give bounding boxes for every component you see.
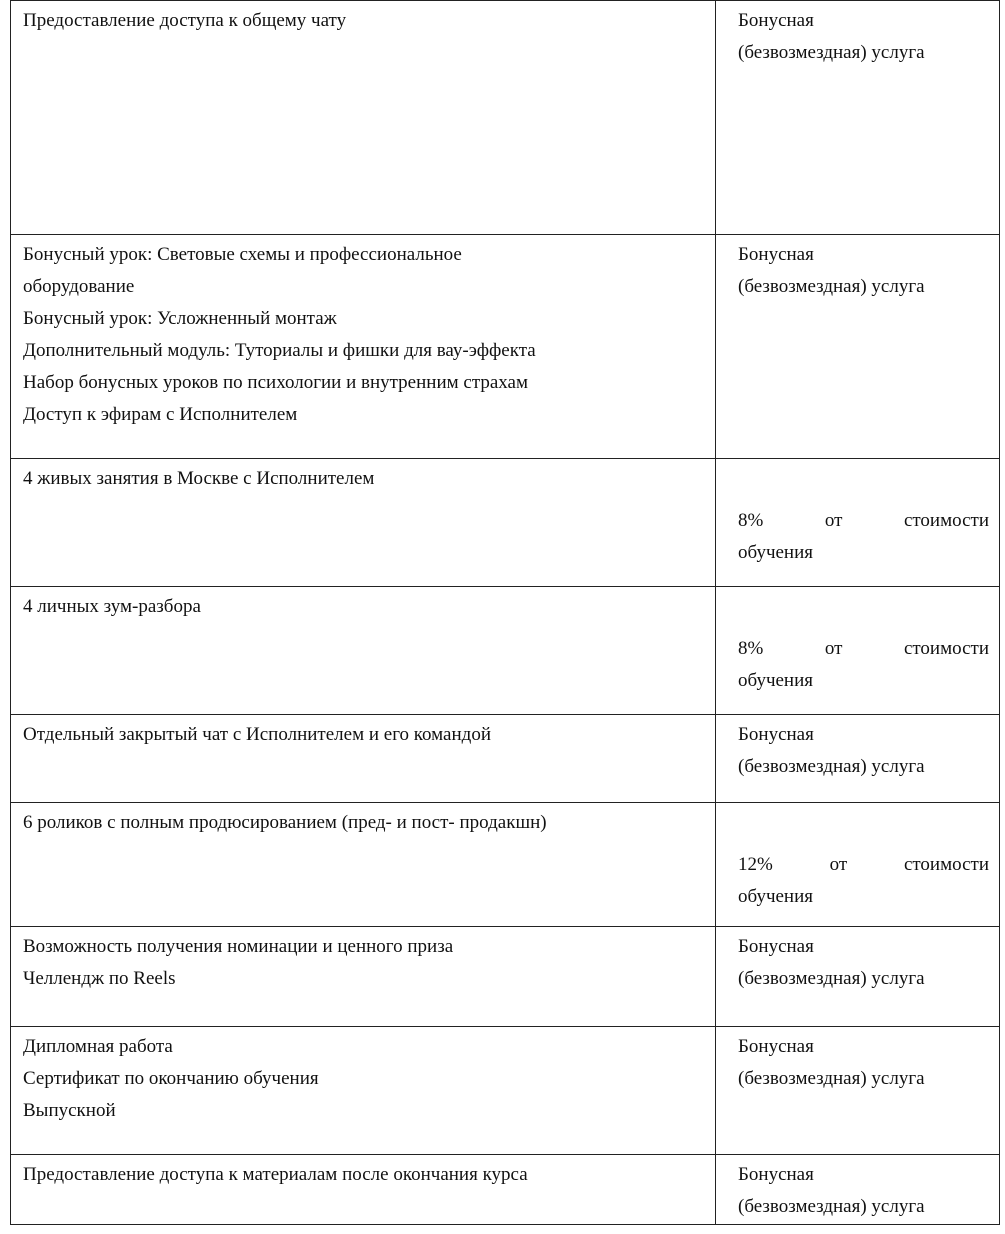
service-line: Бонусный урок: Световые схемы и профессиональное — [23, 244, 462, 265]
price-line: Бонусная — [738, 724, 814, 745]
table-row — [11, 1, 1000, 235]
service-line: Дипломная работа — [23, 1036, 173, 1057]
price-percent-line: 12% от стоимости — [738, 854, 989, 875]
service-line: Дополнительный модуль: Туториалы и фишки для вау-эффекта — [23, 340, 536, 361]
table-row — [11, 587, 1000, 715]
price-cell — [716, 803, 1000, 927]
service-line: Бонусный урок: Усложненный монтаж — [23, 308, 337, 329]
price-line: Бонусная — [738, 936, 814, 957]
service-cell — [11, 1155, 716, 1225]
price-line: Бонусная — [738, 1036, 814, 1057]
service-cell — [11, 1027, 716, 1155]
service-cell — [11, 803, 716, 927]
table-row — [11, 803, 1000, 927]
service-line: 4 живых занятия в Москве с Исполнителем — [23, 468, 375, 489]
service-cell — [11, 587, 716, 715]
price-line: Бонусная — [738, 10, 814, 31]
service-cell — [11, 235, 716, 459]
price-line: обучения — [738, 886, 814, 907]
price-cell — [716, 927, 1000, 1027]
price-line: Бонусная — [738, 244, 814, 265]
price-line: (безвозмездная) услуга — [738, 1068, 925, 1089]
price-line: обучения — [738, 670, 814, 691]
price-line: (безвозмездная) услуга — [738, 756, 925, 777]
table-row — [11, 459, 1000, 587]
price-cell — [716, 1027, 1000, 1155]
price-cell — [716, 1155, 1000, 1225]
service-line: оборудование — [23, 276, 135, 297]
price-line: обучения — [738, 542, 814, 563]
price-line: (безвозмездная) услуга — [738, 276, 925, 297]
service-line: Выпускной — [23, 1100, 116, 1121]
service-line: Челлендж по Reels — [23, 968, 176, 989]
service-cell — [11, 459, 716, 587]
service-line: Набор бонусных уроков по психологии и внутренним страхам — [23, 372, 528, 393]
service-line: 6 роликов с полным продюсированием (пред- и пост- продакшн) — [23, 812, 547, 833]
service-cell — [11, 1, 716, 235]
price-line: (безвозмездная) услуга — [738, 1196, 925, 1217]
price-line: Бонусная — [738, 1164, 814, 1185]
service-cell — [11, 927, 716, 1027]
service-line: Предоставление доступа к общему чату — [23, 10, 347, 31]
table-row — [11, 1027, 1000, 1155]
price-line: (безвозмездная) услуга — [738, 968, 925, 989]
table-row — [11, 927, 1000, 1027]
table-row — [11, 235, 1000, 459]
price-percent-line: 8% от стоимости — [738, 638, 989, 659]
price-cell — [716, 235, 1000, 459]
price-percent-line: 8% от стоимости — [738, 510, 989, 531]
service-line: Сертификат по окончанию обучения — [23, 1068, 319, 1089]
price-cell — [716, 459, 1000, 587]
service-cell — [11, 715, 716, 803]
table-row — [11, 1155, 1000, 1225]
price-cell — [716, 715, 1000, 803]
service-line: Возможность получения номинации и ценного приза — [23, 936, 454, 957]
price-cell — [716, 587, 1000, 715]
service-line: Доступ к эфирам с Исполнителем — [23, 404, 298, 425]
price-cell — [716, 1, 1000, 235]
service-line: Отдельный закрытый чат с Исполнителем и его командой — [23, 724, 491, 745]
services-table — [10, 0, 1000, 1225]
table-row — [11, 715, 1000, 803]
service-line: Предоставление доступа к материалам после окончания курса — [23, 1164, 528, 1185]
service-line: 4 личных зум-разбора — [23, 596, 201, 617]
price-line: (безвозмездная) услуга — [738, 42, 925, 63]
